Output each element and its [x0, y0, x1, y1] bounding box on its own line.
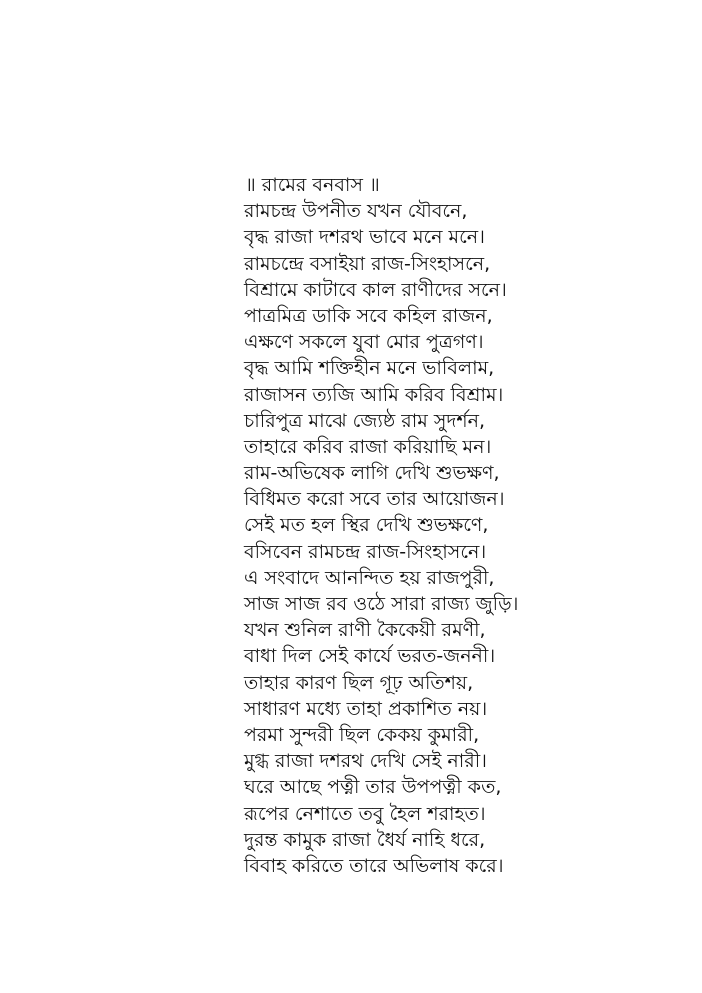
verse-line: তাহারে করিব রাজা করিয়াছি মন। — [244, 435, 492, 458]
verse-line: বসিবেন রামচন্দ্র রাজ-সিংহাসনে। — [244, 540, 487, 563]
verse-line: সেই মত হল স্থির দেখি শুভক্ষণে, — [244, 514, 489, 537]
verse-line: চারিপুত্র মাঝে জ্যেষ্ঠ রাম সুদর্শন, — [244, 409, 486, 432]
verse-line: রাজাসন ত্যজি আমি করিব বিশ্রাম। — [244, 383, 504, 406]
verse-line: বিশ্রামে কাটাবে কাল রাণীদের সনে। — [244, 278, 507, 301]
verse-line: মুগ্ধ রাজা দশরথ দেখি সেই নারী। — [244, 750, 487, 773]
verse-line: ঘরে আছে পত্নী তার উপপত্নী কত, — [244, 776, 502, 799]
verse-line: রূপের নেশাতে তবু হৈল শরাহত। — [244, 802, 486, 825]
verse-line: এ সংবাদে আনন্দিত হয় রাজপুরী, — [244, 566, 495, 589]
verse-line: দুরন্ত কামুক রাজা ধৈর্য নাহি ধরে, — [244, 828, 486, 851]
verse-line: রামচন্দ্র উপনীত যখন যৌবনে, — [244, 200, 468, 223]
verse-line: বৃদ্ধ আমি শক্তিহীন মনে ভাবিলাম, — [244, 357, 495, 380]
verse-line: রাম-অভিষেক লাগি দেখি শুভক্ষণ, — [244, 462, 500, 485]
verse-line: রামচন্দ্রে বসাইয়া রাজ-সিংহাসনে, — [244, 252, 491, 275]
verse-line: পরমা সুন্দরী ছিল কেকয় কুমারী, — [244, 723, 480, 746]
verse-line: তাহার কারণ ছিল গূঢ় অতিশয়, — [244, 671, 474, 694]
verse-line: বিধিমত করো সবে তার আয়োজন। — [244, 488, 505, 511]
verse-line: সাজ সাজ রব ওঠে সারা রাজ্য জুড়ি। — [244, 593, 519, 615]
verse-line: সাধারণ মধ্যে তাহা প্রকাশিত নয়। — [244, 697, 488, 720]
verse-line: পাত্রমিত্র ডাকি সবে কহিল রাজন, — [244, 304, 493, 327]
verse-lines — [244, 198, 684, 879]
poem-block — [244, 172, 684, 879]
verse-line: বিবাহ করিতে তারে অভিলাষ করে। — [244, 854, 504, 877]
verse-line: বৃদ্ধ রাজা দশরথ ভাবে মনে মনে। — [244, 226, 485, 249]
verse-line: বাধা দিল সেই কার্যে ভরত-জননী। — [244, 645, 496, 668]
poem-title: ॥ রামের বনবাস ॥ — [245, 174, 380, 196]
verse-line: যখন শুনিল রাণী কৈকেয়ী রমণী, — [244, 619, 486, 642]
verse-line: এক্ষণে সকলে যুবা মোর পুত্রগণ। — [244, 331, 484, 354]
